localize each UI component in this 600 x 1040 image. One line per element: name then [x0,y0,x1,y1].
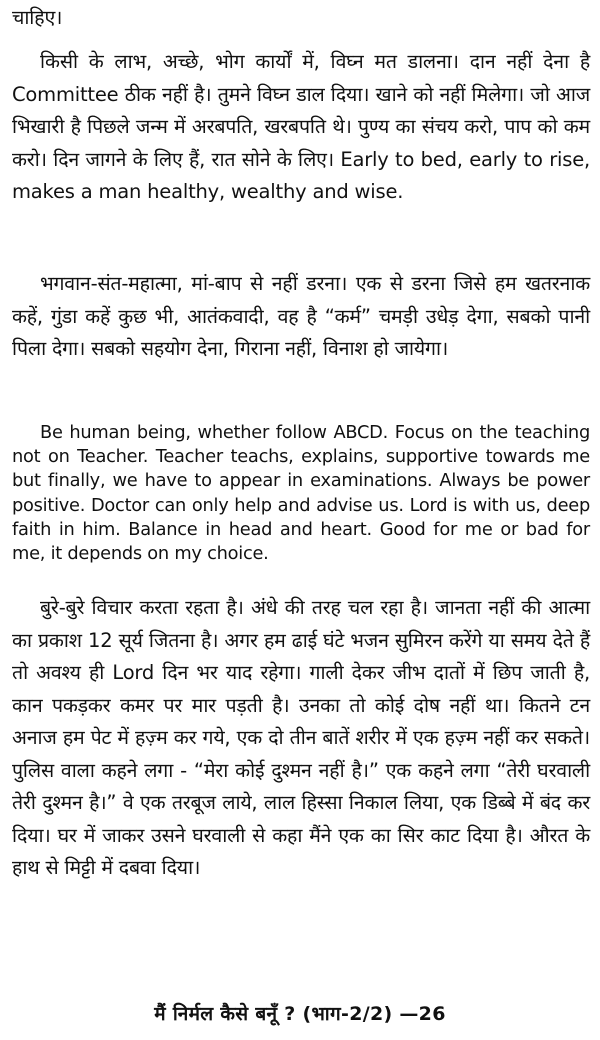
paragraph-continuation: चाहिए। [12,6,63,29]
paragraph-english: Be human being, whether follow ABCD. Focus on the teaching not on Teacher. Teacher teachs, explains, supportive towards me but finally, we have to appear in examinations. Always be power positive. Doctor can only help and advise us. Lord is with us, deep faith in him. Balance in head and heart. Good for me or bad for me, it depends on my choice. [12,422,590,565]
paragraph-karma: भगवान-संत-महात्मा, मां-बाप से नहीं डरना। एक से डरना जिसे हम खतरनाक कहें, गुंडा कहें कुछ भी, आतंकवादी, वह है “कर्म” चमड़ी उधेड़ देगा, सबको पानी पिला देगा। सबको सहयोग देना, गिराना नहीं, विनाश हो जायेगा। [12,272,590,360]
paragraph-charity: किसी के लाभ, अच्छे, भोग कार्यों में, विघ्न मत डालना। दान नहीं देना है Committee ठीक नहीं है। तुमने विघ्न डाल दिया। खाने को नहीं मिलेगा। जो आज भिखारी है पिछले जन्म में अरबपति, खरबपति थे। पुण्य का संचय करो, पाप को कम करो। दिन जागने के लिए हैं, रात सोने के लिए। Early to bed, early to rise, makes a man healthy, wealthy and wise. [12,50,590,203]
page-footer: मैं निर्मल कैसे बनूँ ? (भाग-2/2) —26 [154,1003,446,1025]
paragraph-thoughts: बुरे-बुरे विचार करता रहता है। अंधे की तरह चल रहा है। जानता नहीं की आत्मा का प्रकाश 12 सूर्य जितना है। अगर हम ढाई घंटे भजन सुमिरन करेंगे या समय देते हैं तो अवश्य ही Lord दिन भर याद रहेगा। गाली देकर जीभ दातों में छिप जाती है, कान पकड़कर कमर पर मार पड़ती है। उनका तो कोई दोष नहीं था। कितने टन अनाज हम पेट में हज़्म कर गये, एक दो तीन बातें शरीर में एक हज़्म नहीं कर सकते। पुलिस वाला कहने लगा - “मेरा कोई दुश्मन नहीं है।” एक कहने लगा “तेरी घरवाली तेरी दुश्मन है।” वे एक तरबूज लाये, लाल हिस्सा निकाल लिया, एक डिब्बे में बंद कर दिया। घर में जाकर उसने घरवाली से कहा मैंने एक का सिर काट दिया है। औरत के हाथ से मिट्टी में दबवा दिया। [12,596,590,879]
